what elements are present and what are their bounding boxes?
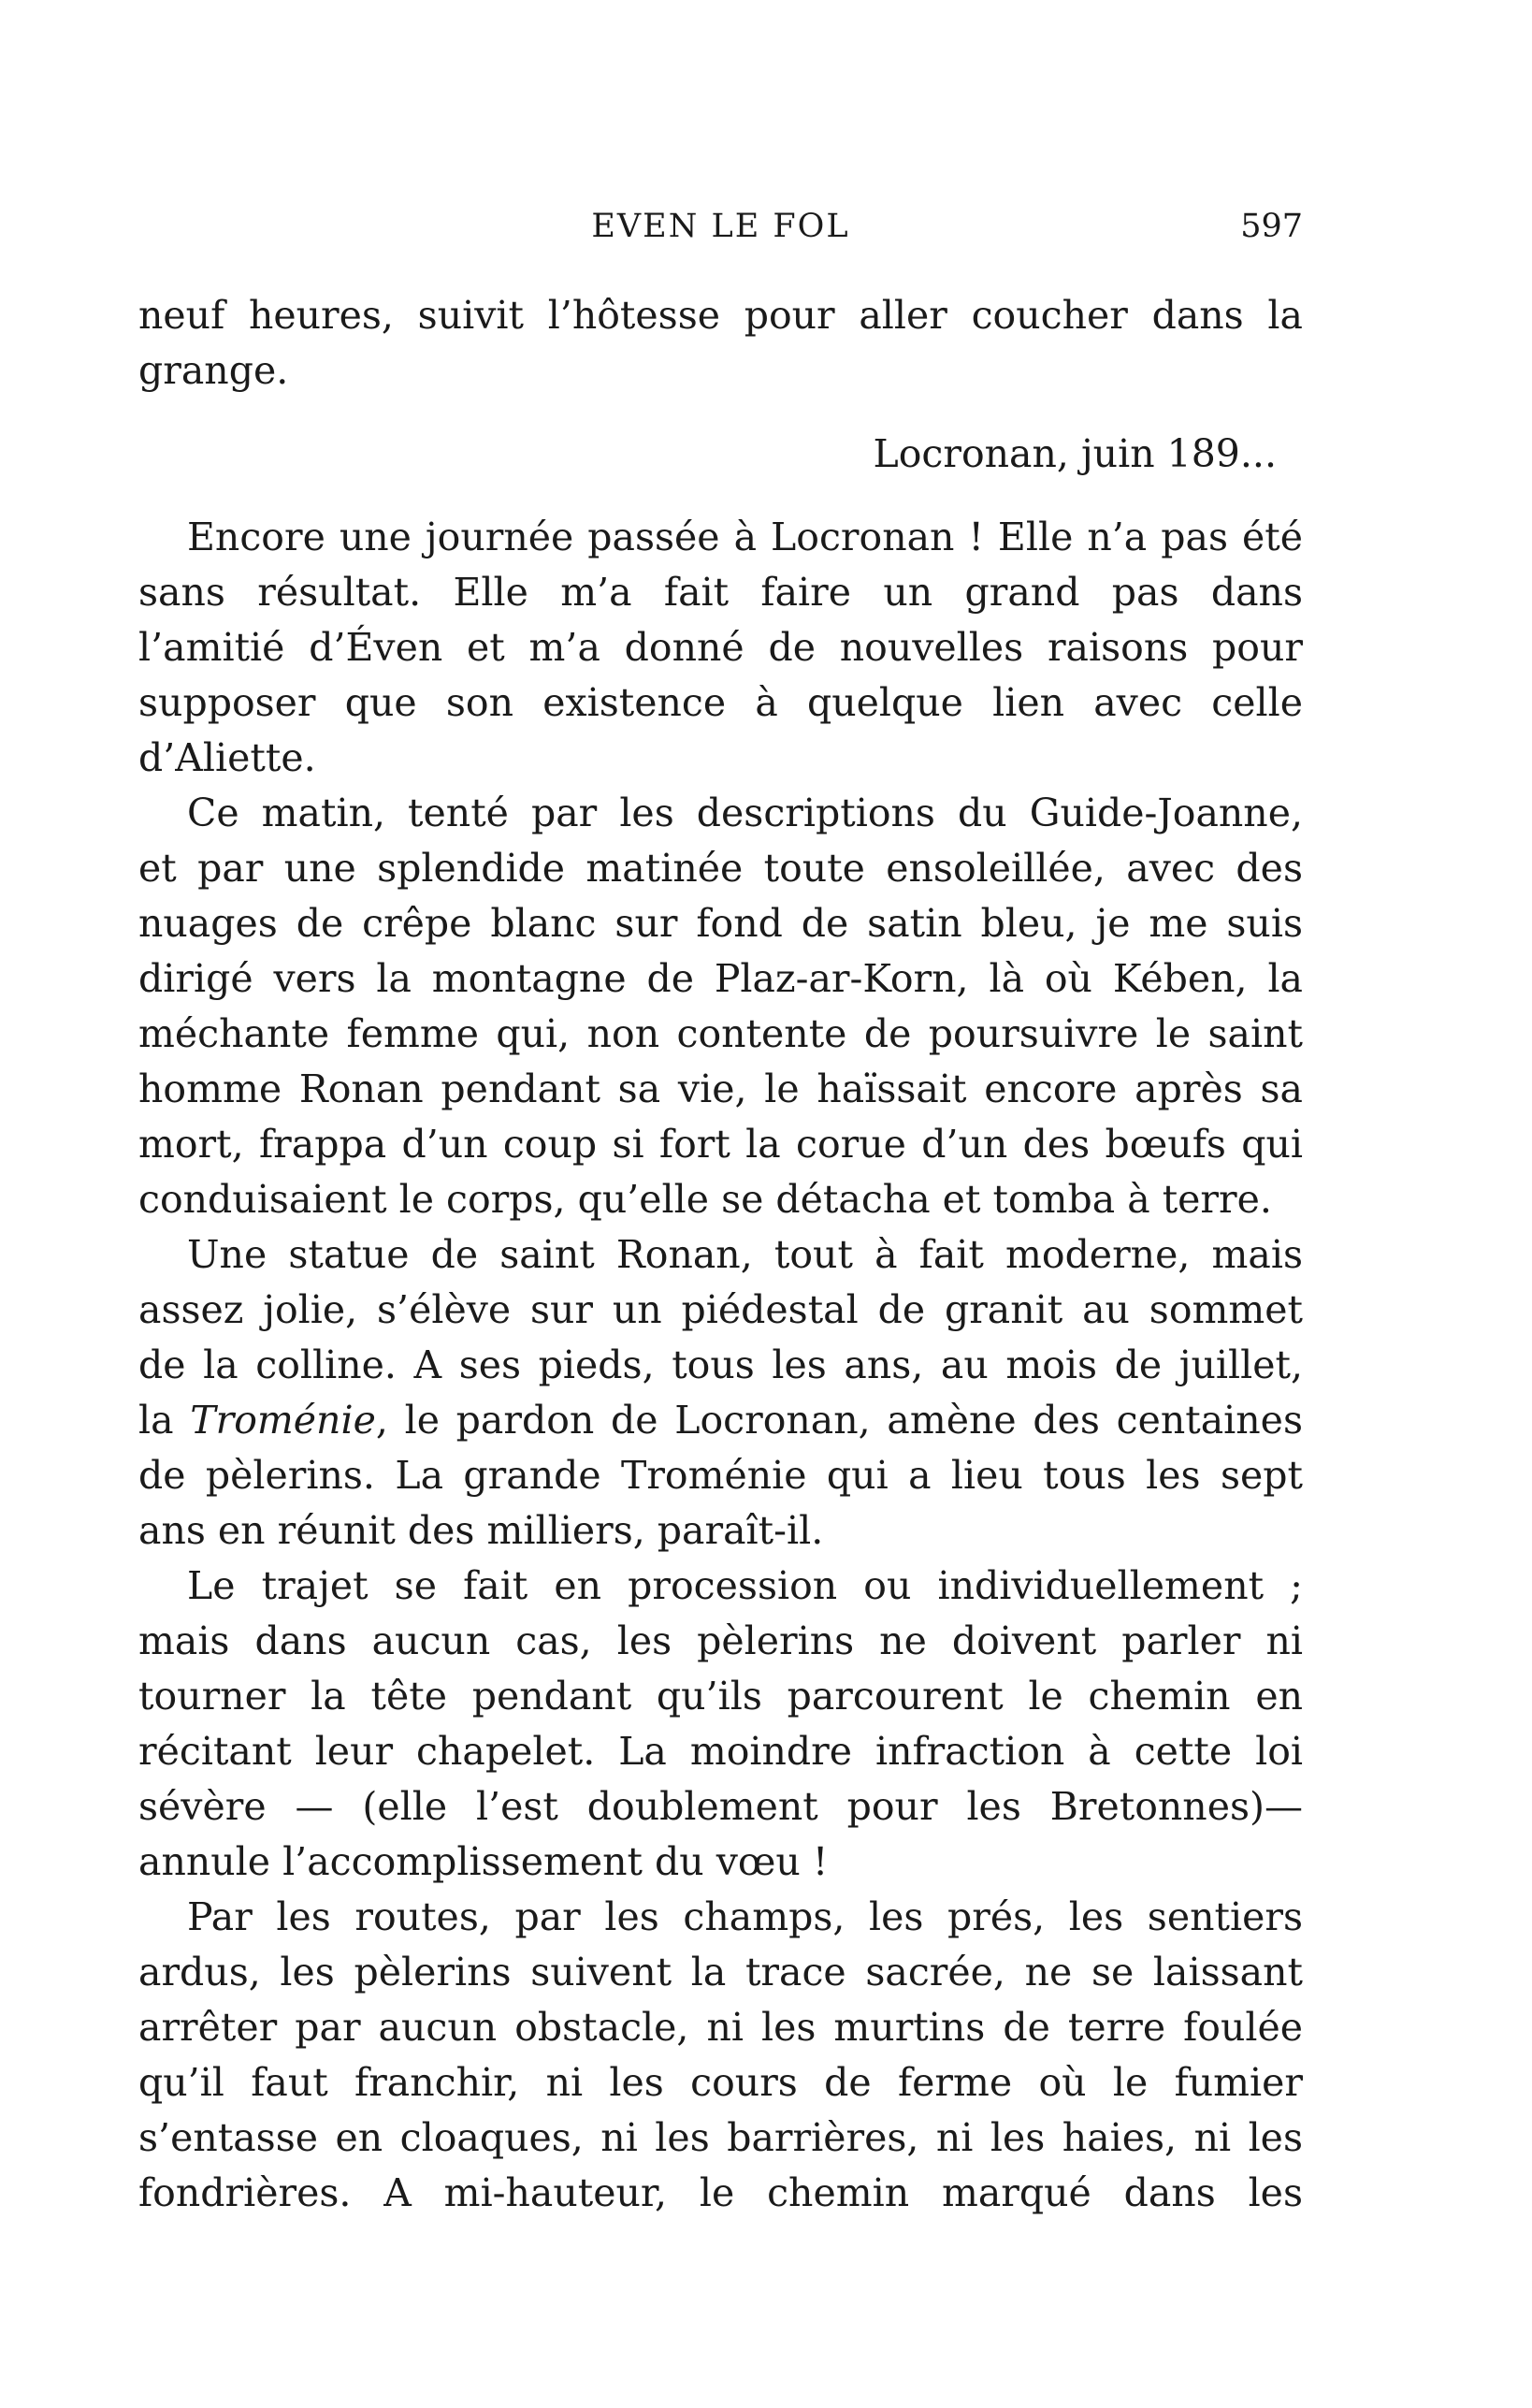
- text-fragment: , le pardon de Locronan, amène des centaines: [375, 1398, 1303, 1443]
- text-line: mais dans aucun cas, les pèlerins ne doivent parler ni: [138, 1618, 1303, 1663]
- text-line: ardus, les pèlerins suivent la trace sacrée, ne se laissant: [138, 1950, 1303, 1995]
- text-line: de pèlerins. La grande Troménie qui a lieu tous les sept: [138, 1453, 1303, 1498]
- text-line: l’amitié d’Éven et m’a donné de nouvelles raisons pour: [138, 625, 1303, 670]
- text-line: s’entasse en cloaques, ni les barrières, ni les haies, ni les: [138, 2115, 1303, 2160]
- body-text: [138, 288, 1303, 2221]
- text-line: méchante femme qui, non contente de poursuivre le saint: [138, 1011, 1303, 1056]
- running-title: EVEN LE FOL: [591, 208, 850, 245]
- text-line: Une statue de saint Ronan, tout à fait moderne, mais: [187, 1232, 1303, 1277]
- text-line: Encore une journée passée à Locronan ! Elle n’a pas été: [187, 515, 1303, 559]
- text-line: d’Aliette.: [138, 735, 316, 780]
- text-line: et par une splendide matinée toute ensoleillée, avec des: [138, 846, 1303, 891]
- text-line: sans résultat. Elle m’a fait faire un grand pas dans: [138, 570, 1303, 615]
- text-line: qu’il faut franchir, ni les cours de ferme où le fumier: [138, 2060, 1303, 2105]
- text-line: arrêter par aucun obstacle, ni les murtins de terre foulée: [138, 2005, 1303, 2050]
- text-line: assez jolie, s’élève sur un piédestal de granit au sommet: [138, 1287, 1303, 1332]
- text-line: supposer que son existence à quelque lien avec celle: [138, 680, 1303, 725]
- text-line: fondrières. A mi-hauteur, le chemin marqué dans les: [138, 2170, 1303, 2215]
- page-header: [138, 208, 1303, 256]
- dateline: Locronan, juin 189...: [873, 431, 1277, 476]
- text-line: homme Ronan pendant sa vie, le haïssait encore après sa: [138, 1066, 1303, 1111]
- text-line: conduisaient le corps, qu’elle se détacha et tomba à terre.: [138, 1177, 1272, 1222]
- text-line: Le trajet se fait en procession ou individuellement ;: [187, 1563, 1303, 1608]
- text-line: dirigé vers la montagne de Plaz-ar-Korn, là où Kében, la: [138, 956, 1303, 1001]
- text-line: tourner la tête pendant qu’ils parcourent le chemin en: [138, 1674, 1303, 1719]
- text-line: neuf heures, suivit l’hôtesse pour aller coucher dans la: [138, 293, 1303, 338]
- italic-title: Troménie: [190, 1398, 376, 1443]
- text-line: de la colline. A ses pieds, tous les ans, au mois de juillet,: [138, 1342, 1303, 1387]
- text-line: Par les routes, par les champs, les prés, les sentiers: [187, 1894, 1303, 1939]
- text-line: nuages de crêpe blanc sur fond de satin bleu, je me suis: [138, 901, 1303, 946]
- text-line: Ce matin, tenté par les descriptions du Guide-Joanne,: [187, 791, 1303, 835]
- text-line: [138, 1393, 1303, 1448]
- text-line: récitant leur chapelet. La moindre infraction à cette loi: [138, 1729, 1303, 1774]
- text-fragment: la: [138, 1398, 174, 1443]
- text-line: sévère — (elle l’est doublement pour les Bretonnes)—: [138, 1784, 1303, 1829]
- text-line: mort, frappa d’un coup si fort la corue d’un des bœufs qui: [138, 1122, 1303, 1167]
- page-number: 597: [1240, 208, 1303, 245]
- text-line: grange.: [138, 348, 289, 393]
- text-line: annule l’accomplissement du vœu !: [138, 1839, 829, 1884]
- text-line: ans en réunit des milliers, paraît-il.: [138, 1508, 824, 1553]
